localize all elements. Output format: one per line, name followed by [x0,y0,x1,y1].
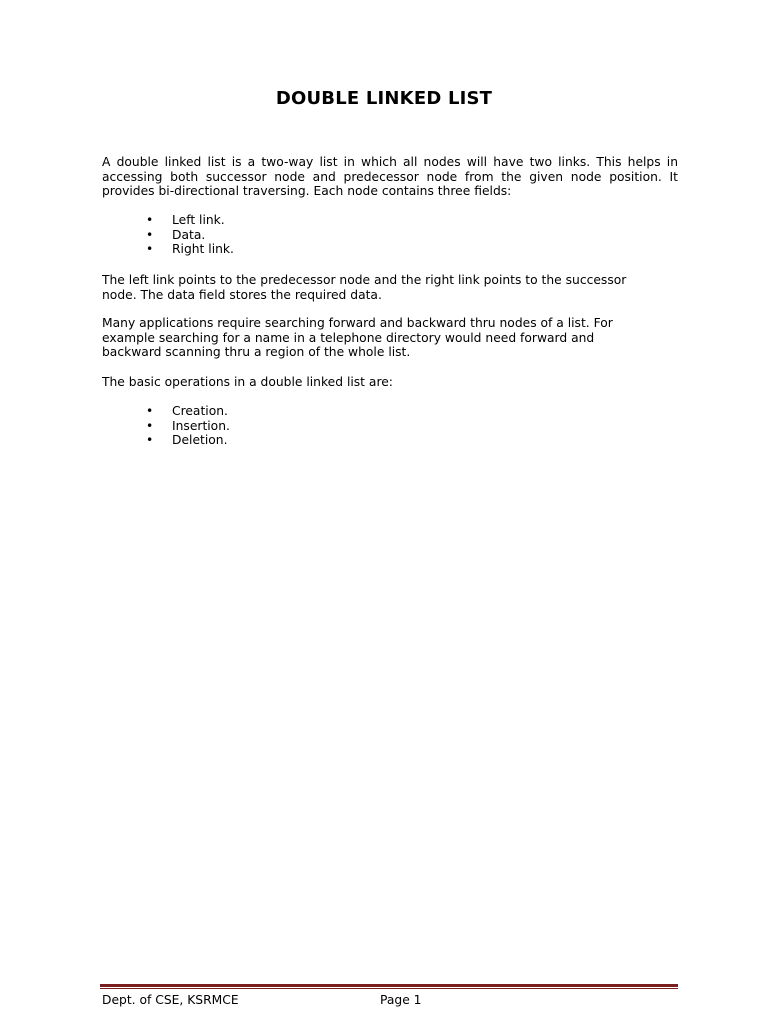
list-item-label: Insertion. [172,418,230,433]
applications-line: Many applications require searching forward and backward thru nodes of a list. For [102,316,613,330]
list-item [146,228,234,243]
links-line: The left link points to the predecessor node and the right link points to the successor [102,273,627,287]
links-line: node. The data field stores the required data. [102,287,382,302]
list-item [146,242,234,257]
list-item-label: Deletion. [172,433,228,448]
footer-department: Dept. of CSE, KSRMCE [102,993,239,1007]
list-item [146,419,230,434]
bullet-icon: • [146,433,154,448]
footer-divider-thin [100,988,678,989]
applications-line: example searching for a name in a telephone directory would need forward and [102,330,595,345]
operations-list [146,404,230,448]
fields-list [146,213,234,257]
operations-intro [102,375,678,390]
page-title: DOUBLE LINKED LIST [275,88,493,109]
intro-line: provides bi-directional traversing. Each node contains three fields: [102,184,512,199]
list-item-label: Creation. [172,404,228,418]
bullet-icon: • [146,418,154,433]
footer-divider [100,984,678,987]
list-item [146,433,230,448]
list-item-label: Data. [172,227,206,242]
operations-intro-line: The basic operations in a double linked list are: [102,375,393,389]
list-item [146,404,230,419]
list-item [146,213,234,228]
list-item-label: Left link. [172,213,225,227]
bullet-icon: • [146,242,154,257]
links-paragraph [102,273,678,302]
list-item-label: Right link. [172,242,234,257]
intro-line: A double linked list is a two-way list in which all nodes will have two links. This helps in [102,155,678,169]
applications-line: backward scanning thru a region of the whole list. [102,345,411,360]
footer-page-number: Page 1 [380,993,422,1007]
bullet-icon: • [146,404,154,418]
intro-line: accessing both successor node and predecessor node from the given node position. It [102,169,678,184]
bullet-icon: • [146,213,154,227]
bullet-icon: • [146,227,154,242]
intro-paragraph [102,155,678,199]
applications-paragraph [102,316,678,360]
